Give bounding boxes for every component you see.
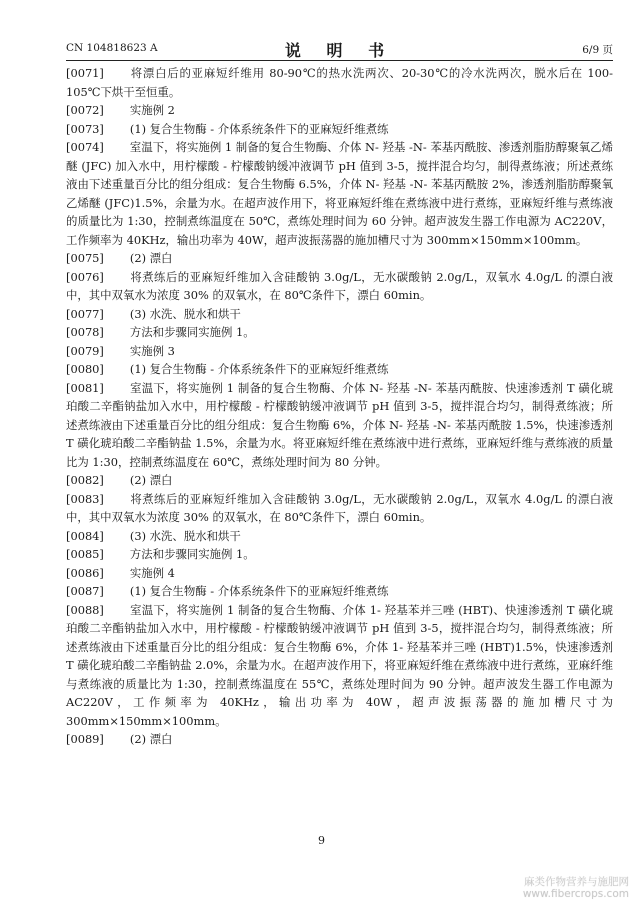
paragraph-text: (2) 漂白 — [129, 732, 173, 746]
paragraph-text: (2) 漂白 — [129, 251, 173, 265]
paragraph-number: [0076] — [66, 269, 104, 284]
paragraph — [66, 138, 613, 249]
paragraph — [66, 268, 613, 305]
paragraph-text: (3) 水洗、脱水和烘干 — [129, 528, 241, 543]
paragraph — [66, 249, 613, 268]
paragraph-text: 实施例 4 — [129, 565, 175, 580]
paragraph-text: 实施例 3 — [129, 343, 175, 358]
paragraph — [66, 342, 613, 361]
paragraph-number: [0086] — [66, 565, 104, 580]
document-body — [66, 64, 613, 749]
paragraph — [66, 527, 613, 546]
page-fraction: 6/9 页 — [582, 44, 613, 56]
paragraph — [66, 64, 613, 101]
paragraph — [66, 545, 613, 564]
paragraph — [66, 305, 613, 324]
paragraph-text: (1) 复合生物酶 - 介体系统条件下的亚麻短纤维煮练 — [129, 121, 389, 136]
watermark-url: www.fibercrops.com — [522, 888, 629, 900]
paragraph — [66, 471, 613, 490]
paragraph-text: 将煮练后的亚麻短纤维加入含硅酸钠 3.0g/L，无水碳酸钠 2.0g/L，双氧水 4.0g/L 的漂白液中，其中双氧水为浓度 30% 的双氧水，在 80℃条件下，漂白 60min。 — [66, 269, 613, 302]
paragraph-text: 将漂白后的亚麻短纤维用 80-90℃的热水洗两次、20-30℃的冷水洗两次，脱水后在 100-105℃下烘干至恒重。 — [66, 66, 613, 99]
paragraph-number: [0081] — [66, 380, 104, 395]
paragraph — [66, 730, 613, 749]
paragraph-number: [0075] — [66, 251, 104, 265]
paragraph — [66, 582, 613, 601]
paragraph-number: [0082] — [66, 473, 104, 487]
watermark-title: 麻类作物营养与施肥网 — [524, 876, 629, 888]
document-title: 说 明 书 — [284, 41, 395, 60]
paragraph-text: 实施例 2 — [129, 103, 175, 117]
paragraph — [66, 323, 613, 342]
paragraph-number: [0080] — [66, 362, 104, 376]
paragraph — [66, 564, 613, 583]
paragraph — [66, 120, 613, 139]
paragraph — [66, 101, 613, 120]
page-header — [66, 38, 613, 61]
page-number: 9 — [318, 834, 325, 847]
paragraph-number: [0089] — [66, 732, 104, 746]
paragraph-text: 室温下，将实施例 1 制备的复合生物酶、介体 N- 羟基 -N- 苯基丙酰胺、快速渗透剂 T 磺化琥珀酸二辛酯钠盐加入水中，用柠檬酸 - 柠檬酸钠缓冲液调节 pH 值到 3-5，搅拌混合均匀，制得煮练液；所述煮练液由下述重量百分比的组分组成：复合生物酶 6%，介体 N- 羟基 -N- 苯基丙酰胺 1.5%，快速渗透剂 T 磺化琥珀酸二辛酯钠盐 1.5%，余量为水。将亚麻短纤维在煮练液中进行煮练，亚麻短纤维与煮练液的质量比为 1:30，控制煮练温度在 60℃，煮练处理时间为 80 分钟。 — [66, 380, 613, 469]
paragraph-text: (3) 水洗、脱水和烘干 — [129, 306, 241, 321]
paragraph — [66, 379, 613, 472]
paragraph-text: (1) 复合生物酶 - 介体系统条件下的亚麻短纤维煮练 — [129, 584, 389, 598]
paragraph-number: [0078] — [66, 325, 104, 339]
watermark — [469, 876, 629, 900]
paragraph-text: 方法和步骤同实施例 1。 — [129, 325, 255, 339]
paragraph-number: [0087] — [66, 584, 104, 598]
paragraph-number: [0071] — [66, 66, 104, 80]
paragraph-number: [0074] — [66, 140, 104, 154]
paragraph — [66, 601, 613, 731]
paragraph — [66, 490, 613, 527]
paragraph-number: [0072] — [66, 103, 104, 117]
paragraph-number: [0079] — [66, 343, 104, 358]
paragraph-text: 方法和步骤同实施例 1。 — [129, 547, 255, 561]
patent-number: CN 104818623 A — [66, 42, 158, 54]
paragraph-number: [0077] — [66, 306, 104, 321]
paragraph-text: (1) 复合生物酶 - 介体系统条件下的亚麻短纤维煮练 — [129, 362, 389, 376]
paragraph-number: [0085] — [66, 547, 104, 561]
paragraph-text: 室温下，将实施例 1 制备的复合生物酶、介体 N- 羟基 -N- 苯基丙酰胺、渗透剂脂肪醇聚氧乙烯醚 (JFC) 加入水中，用柠檬酸 - 柠檬酸钠缓冲液调节 pH 值到 3-5，搅拌混合均匀，制得煮练液；所述煮练液由下述重量百分比的组分组成：复合生物酶 6.5%，介体 N- 羟基 -N- 苯基丙酰胺 2%，渗透剂脂肪醇聚氧乙烯醚 (JFC)1.5%，余量为水。在超声波作用下，将亚麻短纤维在煮练液中进行煮练，亚麻短纤维与煮练液的质量比为 1:30，控制煮练温度在 50℃，煮练处理时间为 60 分钟。超声波发生器工作电源为 AC220V，工作频率为 40KHz，输出功率为 40W，超声波振荡器的施加槽尺寸为 300mm×150mm×100mm。 — [66, 140, 613, 247]
paragraph — [66, 360, 613, 379]
paragraph-text: 将煮练后的亚麻短纤维加入含硅酸钠 3.0g/L，无水碳酸钠 2.0g/L，双氧水 4.0g/L 的漂白液中，其中双氧水为浓度 30% 的双氧水，在 80℃条件下，漂白 60min。 — [66, 491, 613, 524]
paragraph-number: [0084] — [66, 528, 104, 543]
paragraph-number: [0083] — [66, 491, 104, 506]
paragraph-number: [0073] — [66, 121, 104, 136]
paragraph-number: [0088] — [66, 602, 104, 617]
paragraph-text: 室温下，将实施例 1 制备的复合生物酶、介体 1- 羟基苯并三唑 (HBT)、快速渗透剂 T 磺化琥珀酸二辛酯钠盐加入水中，用柠檬酸 - 柠檬酸钠缓冲液调节 pH 值到 3-5，搅拌混合均匀，制得煮练液；所述煮练液由下述重量百分比的组分组成：复合生物酶 6%，介体 1- 羟基苯并三唑 (HBT)1.5%，快速渗透剂 T 磺化琥珀酸二辛酯钠盐 2.0%，余量为水。在超声波作用下，将亚麻短纤维在煮练液中进行煮练，亚麻纤维与煮练液的质量比为 1:30，控制煮练温度在 55℃，煮练处理时间为 90 分钟。超声波发生器工作电源为 AC220V，工作频率为 40KHz，输出功率为 40W，超声波振荡器的施加槽尺寸为 300mm×150mm×100mm。 — [66, 602, 613, 728]
paragraph-text: (2) 漂白 — [129, 473, 173, 487]
